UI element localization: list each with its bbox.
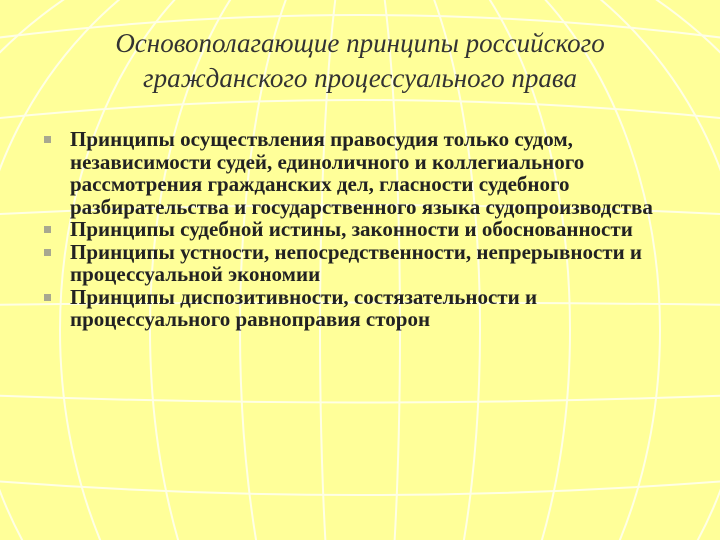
- square-bullet-icon: [44, 249, 51, 256]
- square-bullet-icon: [44, 294, 51, 301]
- slide-title: [60, 26, 660, 96]
- bullet-item-2: [44, 218, 674, 241]
- square-bullet-icon: [44, 226, 51, 233]
- title-line-2: гражданского процессуального права: [143, 63, 577, 93]
- bullet-item-4: [44, 286, 674, 331]
- square-bullet-icon: [44, 136, 51, 143]
- bullet-text: Принципы судебной истины, законности и обоснованности: [70, 217, 633, 241]
- bullet-text: Принципы диспозитивности, состязательности и процессуального равноправия сторон: [70, 284, 538, 331]
- bullet-text: Принципы устности, непосредственности, непрерывности и процессуальной экономии: [70, 239, 643, 286]
- bullet-text: Принципы осуществления правосудия только судом, независимости судей, единоличного и коллегиального рассмотрения гражданских дел, гласности судебного разбирательства и государственного языка судопроизводства: [70, 127, 653, 219]
- bullet-list: [44, 128, 674, 331]
- bullet-item-1: [44, 128, 674, 218]
- bullet-item-3: [44, 241, 674, 286]
- title-line-1: Основополагающие принципы российского: [115, 28, 605, 58]
